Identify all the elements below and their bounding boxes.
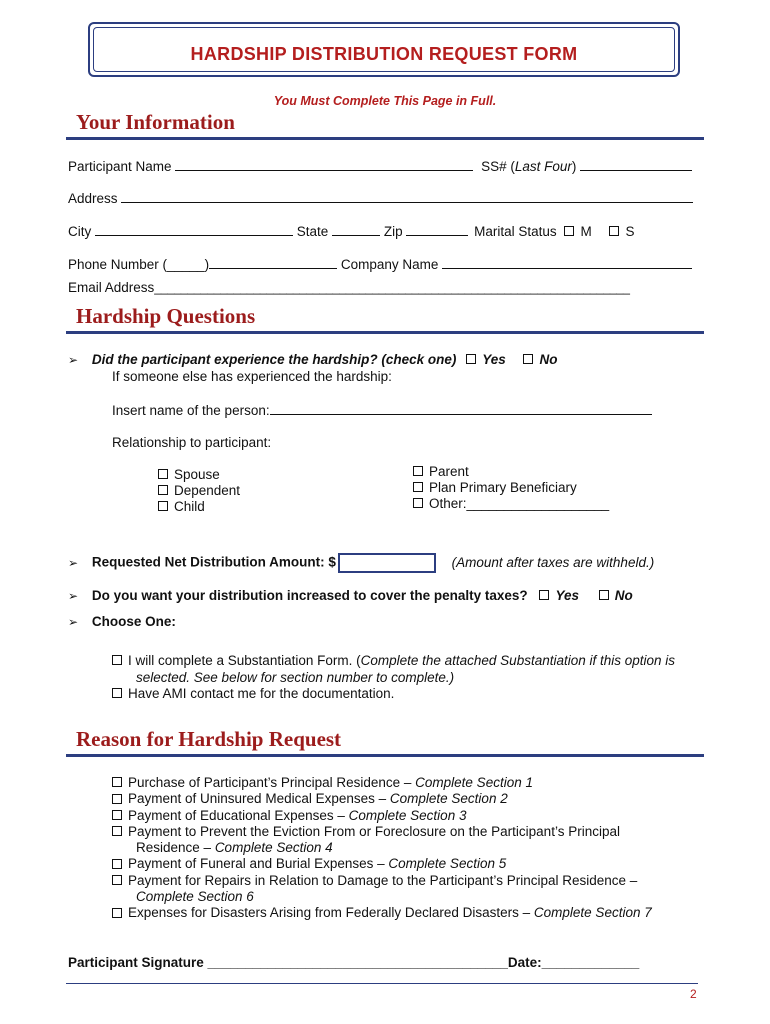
choice2-text: Have AMI contact me for the documentation. — [128, 686, 395, 701]
relationship-checkbox[interactable] — [413, 498, 423, 508]
reason-text: Payment to Prevent the Eviction From or Foreclosure on the Participant’s Principal — [128, 823, 620, 839]
reason-section: Complete Section 1 — [415, 775, 533, 790]
reason-checkbox[interactable] — [112, 777, 122, 787]
reason-item — [112, 856, 652, 872]
signature-row — [68, 955, 639, 970]
ssn-hint: Last Four — [514, 159, 572, 174]
relationship-option-label: Child — [174, 499, 205, 514]
reason-section: Complete Section 3 — [348, 807, 467, 823]
reason-item-continuation — [112, 840, 652, 856]
reason-text: Payment for Repairs in Relation to Damage to the Participant’s Principal Residence – — [128, 872, 638, 888]
insert-name-field[interactable] — [270, 402, 652, 415]
relationship-checkbox[interactable] — [158, 469, 168, 479]
phone-field[interactable] — [209, 256, 337, 269]
net-amount-input[interactable] — [338, 553, 436, 573]
company-label: Company Name — [340, 257, 439, 272]
date-label: Date: — [507, 955, 542, 970]
q2-note: (Amount after taxes are withheld.) — [451, 554, 655, 570]
reason-item — [112, 873, 652, 889]
reason-item — [112, 824, 652, 840]
q3-text: Do you want your distribution increased to cover the penalty taxes? — [91, 588, 528, 603]
relationship-option-label: Dependent — [174, 483, 241, 498]
relationship-option-label: Plan Primary Beneficiary — [429, 480, 577, 495]
reason-section: Complete Section 6 — [136, 889, 254, 905]
section-heading-reason: Reason for Hardship Request — [76, 727, 342, 751]
state-field[interactable] — [332, 223, 380, 236]
question-choose-one — [68, 614, 176, 629]
q1-text: Did the participant experience the hardship? (check one) — [91, 352, 457, 367]
relationship-left-list — [158, 467, 240, 515]
choice1-italic: Complete the attached Substantiation if this option is — [360, 653, 676, 668]
relationship-option — [413, 464, 609, 480]
company-field[interactable] — [442, 256, 692, 269]
marital-s-label: S — [625, 224, 635, 239]
reason-list — [112, 775, 652, 922]
reason-section: Complete Section 2 — [389, 791, 508, 807]
relationship-option — [413, 480, 609, 496]
address-row — [68, 190, 693, 206]
title-box — [88, 22, 680, 77]
question-net-amount — [68, 553, 654, 573]
arrow-bullet-icon: ➢ — [68, 555, 79, 570]
relationship-label: Relationship to participant: — [112, 435, 272, 450]
choice1-continuation — [112, 670, 712, 687]
choice-substantiation — [112, 653, 712, 670]
reason-section: Complete Section 5 — [388, 856, 507, 872]
date-field[interactable]: _____________ — [541, 955, 640, 970]
instruction-text: You Must Complete This Page in Full. — [273, 94, 497, 108]
choice-ami-checkbox[interactable] — [112, 688, 122, 698]
city-field[interactable] — [95, 223, 293, 236]
question-penalty-taxes — [68, 588, 633, 603]
zip-label: Zip — [383, 224, 403, 239]
section-rule — [66, 331, 704, 334]
reason-text: Residence – — [136, 840, 215, 856]
relationship-option — [158, 467, 240, 483]
section-rule — [66, 137, 704, 140]
q1-yes-label: Yes — [482, 352, 506, 367]
section-rule — [66, 754, 704, 757]
reason-text: Payment of Funeral and Burial Expenses – — [128, 856, 389, 872]
relationship-option-label: Other:___________________ — [429, 496, 610, 511]
reason-checkbox[interactable] — [112, 859, 122, 869]
q4-text: Choose One: — [91, 614, 176, 629]
relationship-option-label: Spouse — [174, 467, 220, 482]
reason-item — [112, 791, 652, 807]
ssn-paren-open: ( — [510, 159, 515, 174]
reason-text: Payment of Uninsured Medical Expenses – — [128, 791, 390, 807]
ssn-paren-close: ) — [571, 159, 577, 174]
question-hardship-experienced — [68, 352, 557, 367]
participant-name-field[interactable] — [175, 158, 473, 171]
email-field[interactable]: ________________________________________________________________________ — [154, 281, 630, 295]
reason-checkbox[interactable] — [112, 794, 122, 804]
q3-no-checkbox[interactable] — [599, 590, 609, 600]
arrow-bullet-icon: ➢ — [68, 353, 79, 367]
relationship-checkbox[interactable] — [158, 485, 168, 495]
ssn-field[interactable] — [580, 158, 692, 171]
participant-name-row — [68, 158, 692, 174]
signature-field[interactable]: ________________________________________ — [207, 955, 508, 970]
form-title: HARDSHIP DISTRIBUTION REQUEST FORM — [190, 44, 578, 64]
address-field[interactable] — [121, 190, 693, 203]
q1-no-label: No — [539, 352, 558, 367]
marital-s-checkbox[interactable] — [609, 226, 619, 236]
marital-m-label: M — [580, 224, 592, 239]
section-heading-hardship-questions: Hardship Questions — [76, 304, 256, 328]
city-label: City — [68, 224, 92, 239]
q3-no-label: No — [614, 588, 633, 603]
q2-label: Requested Net Distribution Amount: $ — [91, 554, 336, 570]
signature-label: Participant Signature — [68, 955, 204, 970]
footer-rule — [66, 983, 698, 984]
state-label: State — [296, 224, 329, 239]
email-row — [68, 280, 630, 295]
q3-yes-checkbox[interactable] — [539, 590, 549, 600]
relationship-checkbox[interactable] — [413, 482, 423, 492]
ssn-label: SS# — [481, 159, 507, 174]
choice-substantiation-checkbox[interactable] — [112, 655, 122, 665]
reason-checkbox[interactable] — [112, 875, 122, 885]
phone-row — [68, 256, 692, 272]
reason-text: Purchase of Participant’s Principal Residence – — [128, 775, 416, 790]
q1-yes-checkbox[interactable] — [466, 354, 476, 364]
q3-yes-label: Yes — [555, 588, 579, 603]
city-row — [68, 223, 634, 239]
reason-item — [112, 775, 652, 791]
arrow-bullet-icon: ➢ — [68, 589, 79, 603]
q1-no-checkbox[interactable] — [523, 354, 533, 364]
email-label: Email Address — [68, 280, 155, 295]
reason-checkbox[interactable] — [112, 908, 122, 918]
relationship-checkbox[interactable] — [158, 501, 168, 511]
reason-checkbox[interactable] — [112, 810, 122, 820]
reason-text: Expenses for Disasters Arising from Federally Declared Disasters – — [128, 905, 534, 921]
insert-name-row — [112, 402, 652, 418]
relationship-option — [413, 496, 609, 512]
reason-item — [112, 808, 652, 824]
relationship-checkbox[interactable] — [413, 466, 423, 476]
reason-item-continuation — [112, 889, 652, 905]
relationship-right-list — [413, 464, 609, 512]
phone-label: Phone Number (_____) — [68, 257, 210, 272]
marital-m-checkbox[interactable] — [564, 226, 574, 236]
reason-item — [112, 905, 652, 921]
choice-ami-contact — [112, 686, 712, 703]
reason-section: Complete Section 4 — [214, 840, 333, 856]
insert-name-label: Insert name of the person: — [112, 403, 270, 418]
reason-text: Payment of Educational Expenses – — [128, 807, 349, 823]
q1-subtext: If someone else has experienced the hardship: — [112, 369, 392, 384]
reason-section: Complete Section 7 — [533, 905, 652, 921]
address-label: Address — [68, 191, 118, 206]
marital-status-label: Marital Status — [474, 224, 557, 239]
page-number: 2 — [690, 987, 697, 1001]
choice1-italic-cont: selected. See below for section number to complete.) — [136, 669, 455, 685]
reason-checkbox[interactable] — [112, 826, 122, 836]
section-heading-your-information: Your Information — [76, 110, 235, 134]
relationship-option — [158, 483, 240, 499]
relationship-option-label: Parent — [429, 464, 469, 479]
participant-name-label: Participant Name — [68, 159, 172, 174]
relationship-option — [158, 499, 240, 515]
zip-field[interactable] — [406, 223, 468, 236]
arrow-bullet-icon: ➢ — [68, 615, 79, 629]
choose-one-options — [112, 653, 712, 703]
choice1-text: I will complete a Substantiation Form. ( — [128, 653, 361, 668]
